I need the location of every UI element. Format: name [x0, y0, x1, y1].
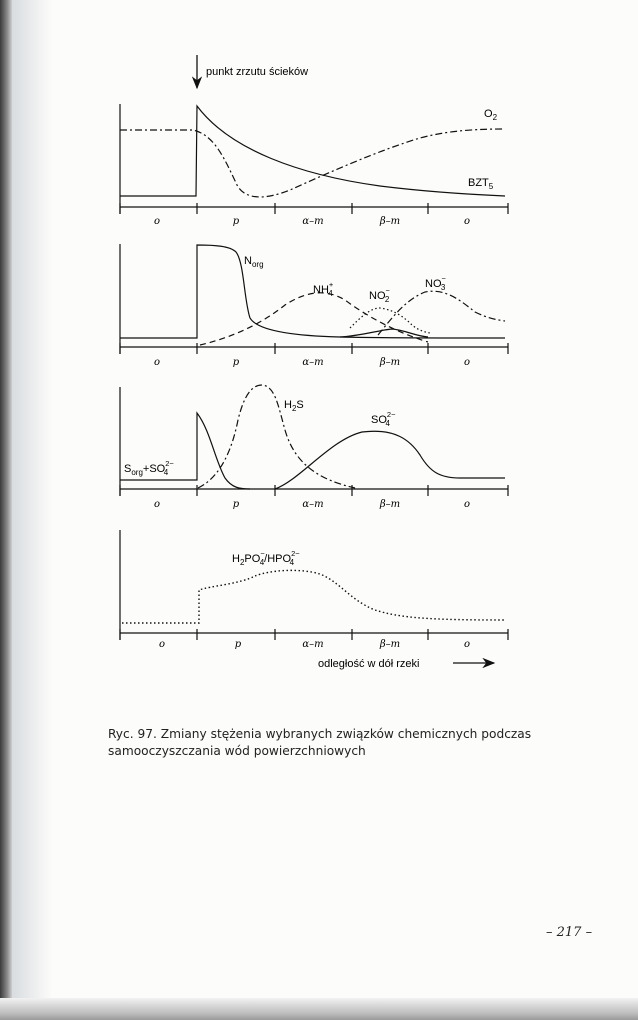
- bzt5-label: $BZT_5$: [468, 177, 494, 191]
- zone-label: o: [463, 499, 471, 510]
- zone-label: o: [153, 357, 161, 368]
- phosphate-label: $H_2PO^-$ $4/HPO^{2-}$ 4: [232, 549, 300, 567]
- zone-label: α–m: [302, 357, 324, 368]
- distance-label: odległość w dół rzeki: [318, 658, 420, 670]
- nh4-label: NH+ 4: [313, 280, 334, 298]
- zone-label: o: [153, 216, 161, 227]
- o2-label: $O_2$: [484, 108, 498, 122]
- figure-caption: Ryc. 97. Zmiany stężenia wybranych związków chemicznych podczas samooczyszczania wód powierzchniowych: [108, 727, 532, 758]
- so4-curve: [275, 431, 505, 489]
- zone-label: β–m: [379, 499, 401, 510]
- zone-label: p: [232, 499, 240, 510]
- no3-label: NO− 3: [425, 274, 446, 292]
- zone-label: p: [232, 357, 240, 368]
- panel4-zone-labels: [159, 639, 470, 650]
- panel-sulfur: [120, 385, 508, 496]
- h2s-label: $H_2S$: [284, 399, 304, 413]
- panel-phosphate: [120, 530, 508, 640]
- zone-label: α–m: [302, 216, 324, 227]
- panel2-zone-ticks: [120, 343, 508, 354]
- zone-label: β–m: [379, 357, 401, 368]
- zone-label: o: [463, 639, 471, 650]
- zone-label: o: [463, 216, 471, 227]
- sorg-curve: [120, 413, 250, 489]
- phosphate-curve: [122, 570, 505, 623]
- no3-curve: [378, 291, 505, 335]
- panel-nitrogen: [120, 244, 508, 354]
- panel3-zone-ticks: [120, 485, 508, 496]
- no2-label: NO− 2: [369, 286, 390, 304]
- zone-label: o: [158, 639, 166, 650]
- panel1-zone-labels: [154, 216, 470, 227]
- zone-label: β–m: [379, 639, 401, 650]
- so4-label: $SO^{2-}$ 4: [371, 410, 396, 428]
- page-number: – 217 –: [546, 925, 593, 940]
- oxygen-curve: [120, 129, 505, 197]
- zone-label: o: [463, 357, 471, 368]
- zone-label: α–m: [302, 639, 324, 650]
- discharge-label: punkt zrzutu ścieków: [206, 66, 309, 78]
- zone-label: p: [232, 216, 240, 227]
- zone-label: o: [153, 499, 161, 510]
- page-bottom-edge: [0, 998, 638, 1020]
- zone-label: α–m: [302, 499, 324, 510]
- norg-label: $N_{org}$: [244, 255, 264, 269]
- panel3-zone-labels: [154, 499, 470, 510]
- panel-oxygen-bod: [120, 104, 508, 214]
- bod-curve: [120, 106, 505, 196]
- panel2-zone-labels: [154, 357, 470, 368]
- sorg-so4-label: $S_{org}+SO^{2-}$ 4: [124, 459, 174, 477]
- panel1-zone-ticks: [120, 203, 508, 214]
- zone-label: β–m: [379, 216, 401, 227]
- zone-label: p: [234, 639, 242, 650]
- h2s-curve: [198, 385, 355, 488]
- no2-solid-hump: [340, 329, 428, 337]
